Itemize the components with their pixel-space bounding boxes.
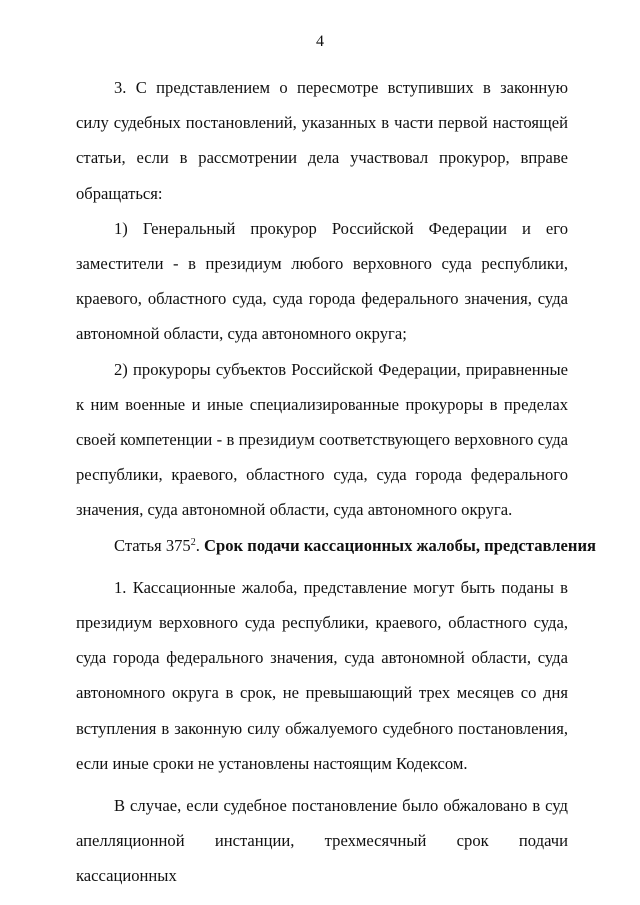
page-number: 4	[316, 33, 324, 50]
article-paragraph-2: В случае, если судебное постановление было обжаловано в суд апелляционной инстанции, трехмесячный срок подачи кассационных	[76, 796, 568, 886]
article-superscript: 2	[190, 536, 196, 548]
list-item-1-first-line: 1) Генеральный прокурор Российской Федерации и его	[114, 218, 568, 238]
article-number: Статья 375	[114, 535, 191, 555]
document-body	[76, 70, 597, 894]
article-paragraph-1: 1. Кассационные жалоба, представление могут быть поданы в президиум верховного суда республики, краевого, областного суда, суда города федерального значения, суда автономной области, суда автономного округа в срок, не превышающий трех месяцев со дня вступления в законную силу обжалуемого судебного постановления, если иные сроки не установлены настоящим Кодексом.	[76, 577, 568, 773]
article-heading	[76, 528, 597, 563]
list-item-1-continuation: заместители - в президиум любого верховного суда республики, краевого, областного суда, суда города федерального значения, суда автономной области, суда автономного округа;	[76, 254, 568, 344]
list-item-2: 2) прокуроры субъектов Российской Федерации, приравненные к ним военные и иные специализированные прокуроры в пределах своей компетенции - в президиум соответствующего верховного суда республики, краевого, областного суда, суда города федерального значения, суда автономной области, суда автономного округа.	[76, 359, 568, 520]
article-title: Срок подачи кассационных жалобы, представления	[204, 535, 597, 555]
article-number-dot: .	[195, 535, 200, 555]
paragraph-part-3: 3. С представлением о пересмотре вступивших в законную силу судебных постановлений, указанных в части первой настоящей статьи, если в рассмотрении дела участвовал прокурор, вправе обращаться:	[76, 78, 568, 203]
